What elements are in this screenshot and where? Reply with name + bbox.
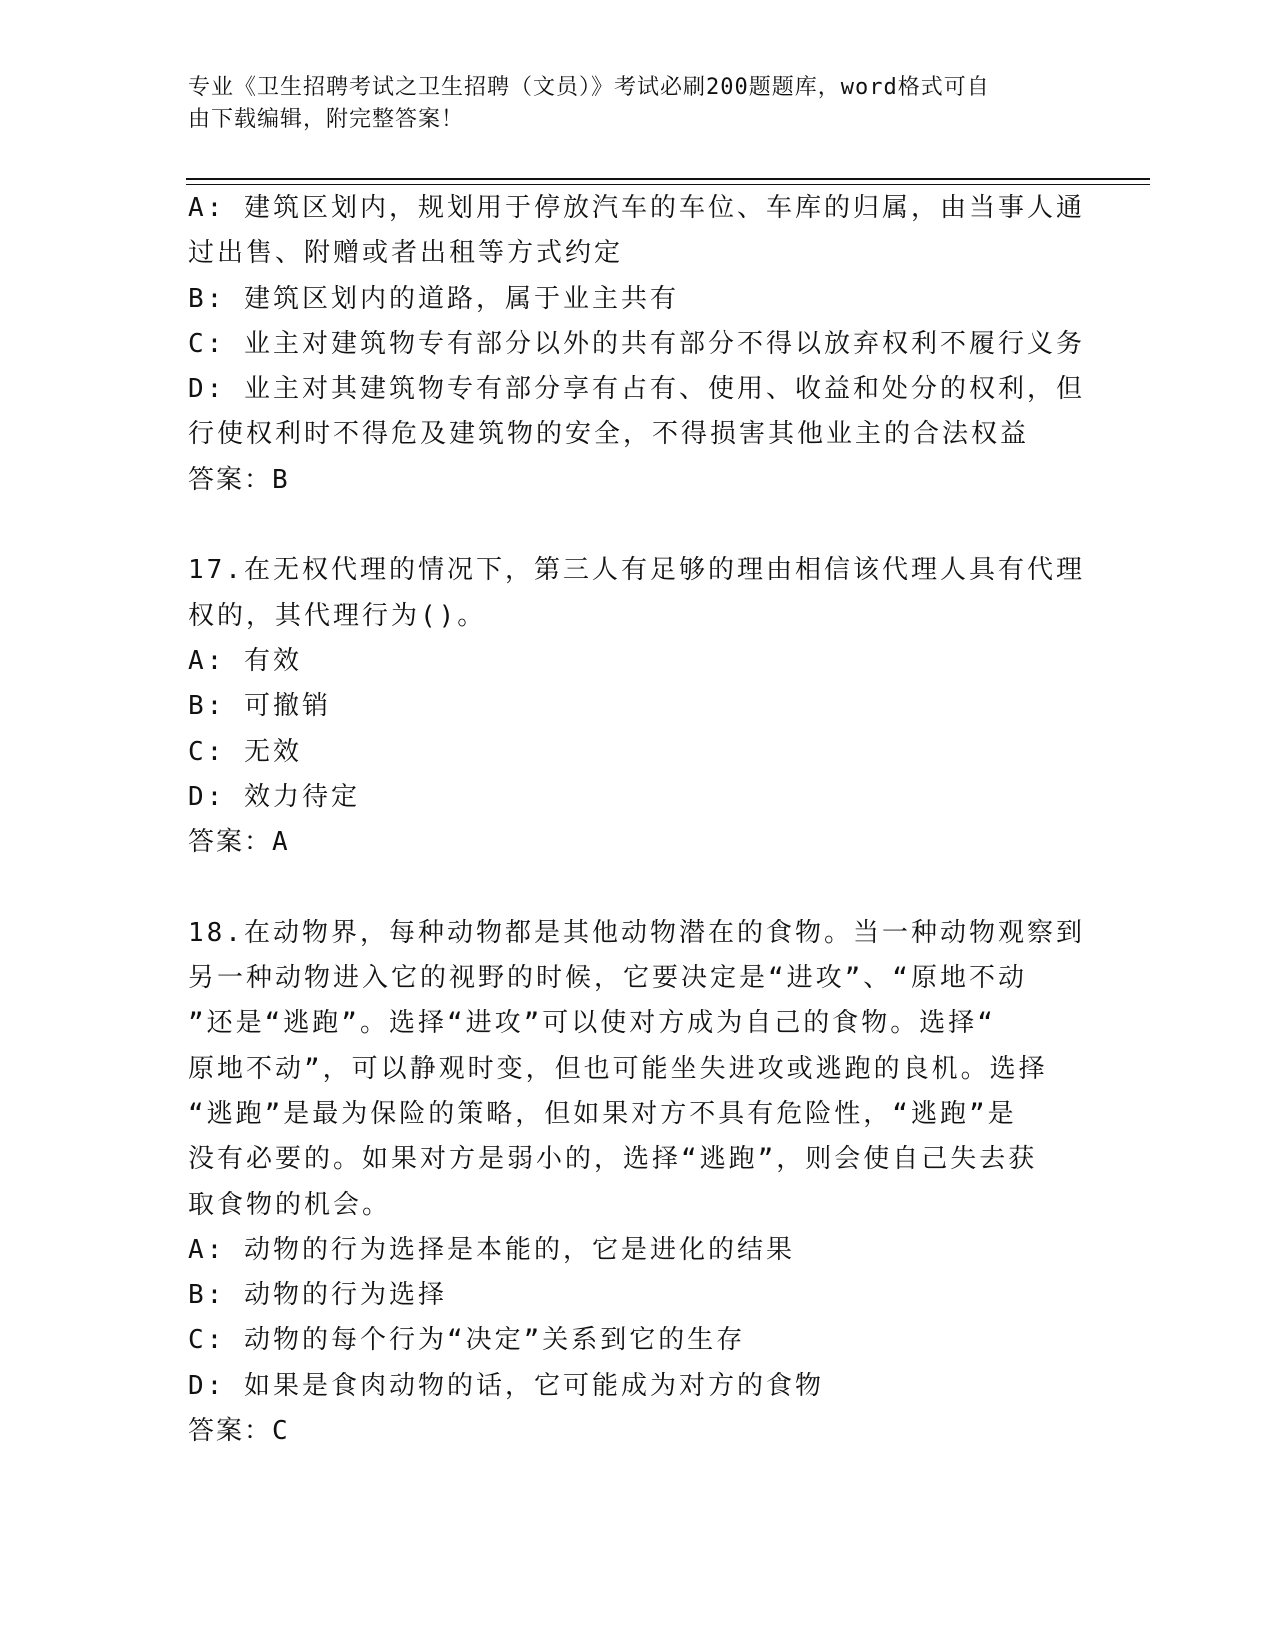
question-stem-line-2: 权的，其代理行为()。 <box>188 600 487 631</box>
answer-line <box>188 1409 1078 1454</box>
question-18 <box>188 911 1085 1455</box>
option-a: A: 有效 <box>188 645 302 676</box>
header-rule-thick <box>186 178 1150 180</box>
question-16 <box>188 186 1085 503</box>
option-c: C: 业主对建筑物专有部分以外的共有部分不得以放弃权利不履行义务 <box>188 328 1085 359</box>
option-d: D: 效力待定 <box>188 781 360 812</box>
question-17 <box>188 548 1085 865</box>
question-stem-line-1: 18.在动物界，每种动物都是其他动物潜在的食物。当一种动物观察到 <box>188 917 1085 948</box>
header-rule-thin <box>186 184 1150 185</box>
question-stem-line-2: 另一种动物进入它的视野的时候，它要决定是“进攻”、“原地不动 <box>188 963 1027 994</box>
question-stem-line-1: 17.在无权代理的情况下，第三人有足够的理由相信该代理人具有代理 <box>188 555 1085 586</box>
option-a: A: 动物的行为选择是本能的，它是进化的结果 <box>188 1234 795 1265</box>
option-a-line-2: 过出售、附赠或者出租等方式约定 <box>188 238 624 269</box>
option-d-line-2: 行使权利时不得危及建筑物的安全，不得损害其他业主的合法权益 <box>188 419 1030 450</box>
option-c: C: 动物的每个行为“决定”关系到它的生存 <box>188 1325 746 1356</box>
option-d: D: 如果是食肉动物的话，它可能成为对方的食物 <box>188 1370 824 1401</box>
page-header <box>188 72 1068 136</box>
question-stem-line-5: “逃跑”是最为保险的策略，但如果对方不具有危险性，“逃跑”是 <box>188 1098 1017 1129</box>
question-stem-line-7: 取食物的机会。 <box>188 1189 392 1220</box>
answer-value: C <box>272 1416 290 1447</box>
header-line-1: 专业《卫生招聘考试之卫生招聘（文员）》考试必刷200题题库，word格式可自 <box>188 75 990 100</box>
answer-value: B <box>272 464 290 495</box>
answer-line <box>188 820 1078 865</box>
question-stem-line-6: 没有必要的。如果对方是弱小的，选择“逃跑”，则会使自己失去获 <box>188 1144 1038 1175</box>
answer-line <box>188 458 1078 503</box>
spacer <box>188 865 1078 910</box>
option-b: B: 可撤销 <box>188 691 331 722</box>
header-line-2: 由下载编辑，附完整答案！ <box>188 107 465 132</box>
spacer <box>188 503 1078 548</box>
question-stem-line-4: 原地不动”，可以静观时变，但也可能坐失进攻或逃跑的良机。选择 <box>188 1053 1048 1084</box>
option-b: B: 动物的行为选择 <box>188 1280 447 1311</box>
answer-value: A <box>272 827 290 858</box>
question-stem-line-3: ”还是“逃跑”。选择“进攻”可以使对方成为自己的食物。选择“ <box>188 1008 996 1039</box>
answer-label: 答案： <box>188 1416 273 1447</box>
option-c: C: 无效 <box>188 736 302 767</box>
option-b: B: 建筑区划内的道路，属于业主共有 <box>188 283 679 314</box>
option-a-line-1: A: 建筑区划内，规划用于停放汽车的车位、车库的归属，由当事人通 <box>188 193 1085 223</box>
answer-label: 答案： <box>188 464 273 495</box>
document-body <box>188 186 1085 1454</box>
option-d-line-1: D: 业主对其建筑物专有部分享有占有、使用、收益和处分的权利，但 <box>188 374 1085 405</box>
answer-label: 答案： <box>188 827 273 858</box>
